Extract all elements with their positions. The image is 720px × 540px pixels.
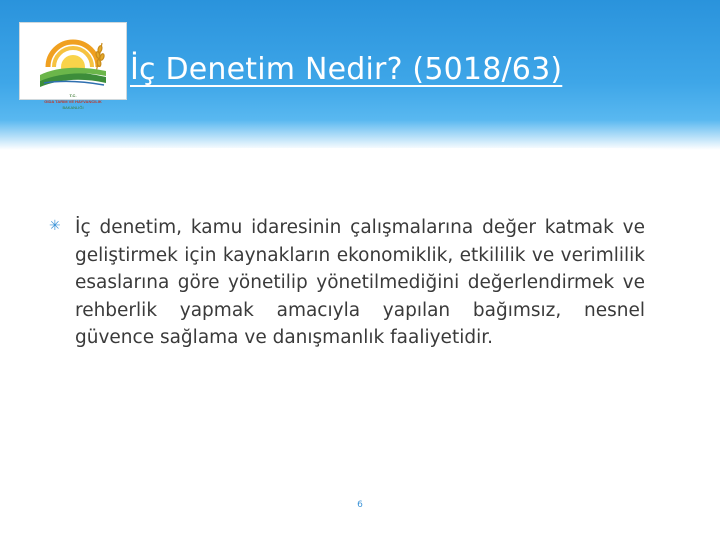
asterisk-bullet-icon: ✳ xyxy=(49,218,61,234)
logo-line-2: GIDA TARIM VE HAYVANCILIK xyxy=(44,99,102,104)
bullet-list xyxy=(49,214,645,352)
ministry-logo xyxy=(19,22,127,110)
sun-field-logo-icon xyxy=(20,23,126,99)
bullet-text: İç denetim, kamu idaresinin çalışmalarına değer katmak ve geliştirmek için kaynakların ekonomiklik, etkililik ve verimlilik esaslarına göre yönetilip yönetilmediğini değerlendirmek ve rehberlik yapmak amacıyla yapılan bağımsız, nesnel güvence sağlama ve danışmanlık faaliyetidir. xyxy=(75,217,645,348)
banner-divider xyxy=(18,148,702,150)
slide-title: İç Denetim Nedir? (5018/63) xyxy=(130,52,563,87)
logo-line-1: T.C. xyxy=(69,93,77,98)
logo-line-3: BAKANLIĞI xyxy=(62,105,84,110)
page-number: 6 xyxy=(357,500,363,510)
